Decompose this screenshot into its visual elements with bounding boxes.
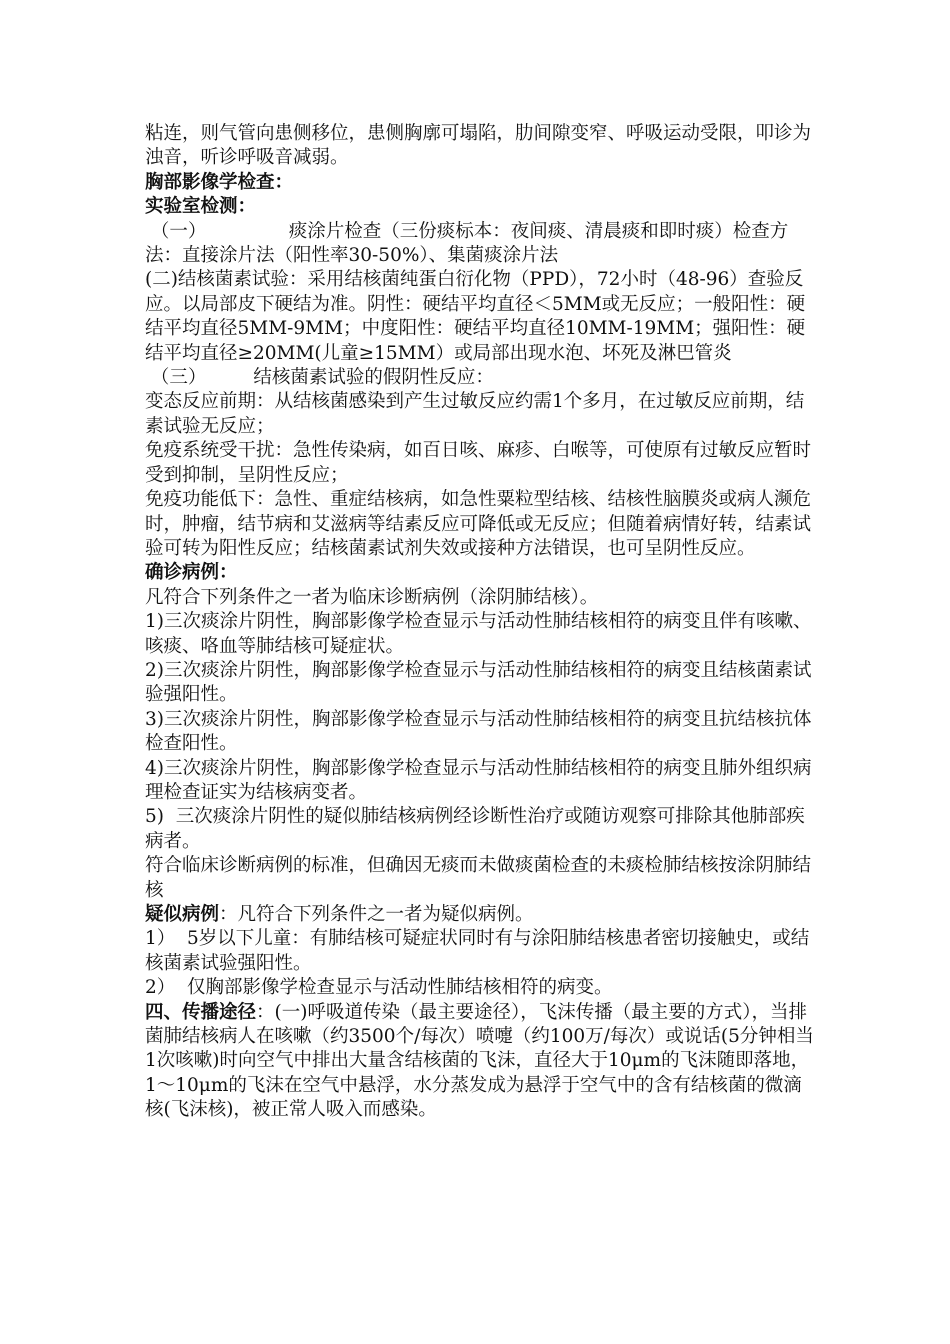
paragraph-immune-low: 免疫功能低下：急性、重症结核病，如急性粟粒型结核、结核性脑膜炎或病人濒危时，肿瘤，结节病和艾滋病等结素反应可降低或无反应；但随着病情好转，结素试验可转为阳性反应；结核菌素试剂失效或接种方法错误，也可呈阴性反应。 [145, 489, 812, 559]
list-item-confirmed-5: 5) 三次痰涂片阴性的疑似肺结核病例经诊断性治疗或随访观察可排除其他肺部疾病者。 [145, 806, 805, 852]
heading-suspected-cases: 疑似病例 [145, 904, 220, 925]
paragraph-confirmed-note: 符合临床诊断病例的标准，但确因无痰而未做痰菌检查的未痰检肺结核按涂阴肺结核 [145, 855, 812, 901]
list-item-suspected-2: 2） 仅胸部影像学检查显示与活动性肺结核相符的病变。 [145, 977, 613, 999]
list-item-confirmed-2: 2)三次痰涂片阴性，胸部影像学检查显示与活动性肺结核相符的病变且结核菌素试验强阳性。 [145, 659, 812, 706]
paragraph-false-negative-heading: （三） 结核菌素试验的假阴性反应： [145, 367, 494, 389]
list-item-confirmed-4: 4)三次痰涂片阴性，胸部影像学检查显示与活动性肺结核相符的病变且肺外组织病理检查证实为结核病变者。 [145, 757, 812, 803]
paragraph-allergy-phase: 变态反应前期：从结核菌感染到产生过敏反应约需1个多月，在过敏反应前期，结素试验无反应； [145, 391, 805, 437]
paragraph-transmission [145, 1001, 821, 1123]
heading-chest-imaging: 胸部影像学检查： [145, 171, 294, 193]
heading-transmission: 四、传播途径 [145, 1001, 257, 1023]
paragraph-immune-interference: 免疫系统受干扰：急性传染病，如百日咳、麻疹、白喉等，可使原有过敏反应暂时受到抑制，呈阴性反应； [145, 440, 812, 486]
paragraph-confirmed-intro: 凡符合下列条件之一者为临床诊断病例（涂阴肺结核）。 [145, 586, 599, 608]
paragraph-physical-signs: 粘连，则气管向患侧移位，患侧胸廓可塌陷，肋间隙变窄、呼吸运动受限，叩诊为浊音，听诊呼吸音减弱。 [145, 123, 812, 169]
list-item-confirmed-3: 3)三次痰涂片阴性，胸部影像学检查显示与活动性肺结核相符的病变且抗结核抗体检查阳性。 [145, 708, 812, 755]
paragraph-sputum-smear: （一） 痰涂片检查（三份痰标本：夜间痰、清晨痰和即时痰）检查方法：直接涂片法（阳性率30-50%）、集菌痰涂片法 [145, 220, 789, 267]
list-item-confirmed-1: 1)三次痰涂片阴性，胸部影像学检查显示与活动性肺结核相符的病变且伴有咳嗽、咳痰、咯血等肺结核可疑症状。 [145, 611, 812, 657]
heading-confirmed-cases: 确诊病例： [145, 562, 238, 584]
list-item-suspected-1: 1） 5岁以下儿童：有肺结核可疑症状同时有与涂阳肺结核患者密切接触史，或结核菌素试验强阳性。 [145, 928, 810, 974]
heading-lab-tests: 实验室检测： [145, 196, 257, 218]
document-page [145, 122, 821, 1123]
suspected-cases-text: ：凡符合下列条件之一者为疑似病例。 [219, 904, 534, 925]
transmission-text: ：(一)呼吸道传染（最主要途径），飞沫传播（最主要的方式），当排菌肺结核病人在咳嗽（约3500个/每次）喷嚏（约100万/每次）或说话(5分钟相当1次咳嗽)时向空气中排出大量含结核菌的飞沫，直径大于10μm的飞沫随即落地， 1～10μm的飞沫在空气中悬浮，水分蒸发成为悬浮于空气中的含有结核菌的微滴核(飞沫核)，被正常人吸入而感染。 [145, 1001, 821, 1121]
paragraph-suspected-cases [145, 903, 815, 927]
paragraph-tuberculin-test: (二)结核菌素试验：采用结核菌纯蛋白衍化物（PPD），72小时（48-96）查验反应。以局部皮下硬结为准。阴性：硬结平均直径＜5MM或无反应；一般阳性：硬结平均直径5MM-9MM；中度阳性：硬结平均直径10MM-19MM；强阳性：硬结平均直径≥20MM(儿童≥15MM）或局部出现水泡、坏死及淋巴管炎 [145, 269, 806, 364]
